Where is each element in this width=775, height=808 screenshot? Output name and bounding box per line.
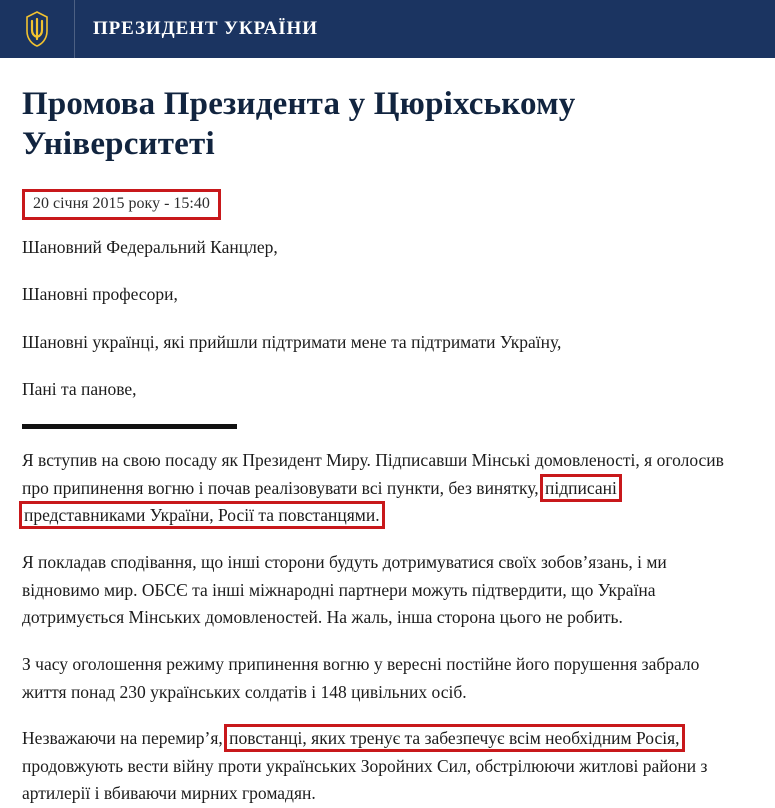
red-highlight-box-date [22, 189, 221, 220]
paragraph-4 [22, 725, 740, 808]
salutation-3: Шановні українці, які прийшли підтримати мене та підтримати Україну, [22, 331, 562, 352]
site-title: ПРЕЗИДЕНТ УКРАЇНИ [93, 18, 318, 39]
publication-date: 20 січня 2015 року - 15:40 [33, 194, 210, 212]
emblem-container [0, 0, 74, 58]
paragraph-1-lead: Я вступив на свою посаду як Президент Миру. Підписавши Мінські домовленості, я оголосив про припинення вогню і почав реалізовувати всі пункти, без винятку, [22, 450, 724, 498]
paragraph-2: Я покладав сподівання, що інші сторони будуть дотримуватися своїх зобов’язань, і ми відновимо мир. ОБСЄ та інші міжнародні партнери можуть підтвердити, що Україна дотримується Мінських домовленостей. На жаль, інша сторона цього не робить. [22, 551, 667, 628]
paragraph-3: З часу оголошення режиму припинення вогню у вересні постійне його порушення забрало життя понад 230 українських солдатів і 148 цивільних осіб. [22, 653, 700, 702]
paragraph-4-tail: продовжують вести війну проти українських Зоройних Сил, обстрілюючи житлові райони з артилерії і вбиваючи мирних громадян. [22, 755, 708, 804]
section-divider [22, 424, 237, 429]
salutation-4: Пані та панове, [22, 379, 137, 400]
paragraph-1 [22, 447, 740, 530]
article-content [0, 58, 775, 808]
salutation-1: Шановний Федеральний Канцлер, [22, 236, 278, 257]
page-title: Промова Президента у Цюріхському Університеті [22, 86, 576, 163]
ukraine-trident-emblem-icon [24, 11, 50, 47]
red-highlight-paragraph-1: підписані представниками України, Росії та повстанцями. [24, 477, 617, 526]
publication-date-highlight [22, 189, 221, 220]
red-highlight-paragraph-4: повстанці, яких тренує та забезпечує всім необхідним Росія, [229, 728, 680, 749]
site-header [0, 0, 775, 58]
paragraph-4-lead: Незважаючи на перемир’я, [22, 728, 223, 749]
salutation-2: Шановні професори, [22, 284, 178, 305]
